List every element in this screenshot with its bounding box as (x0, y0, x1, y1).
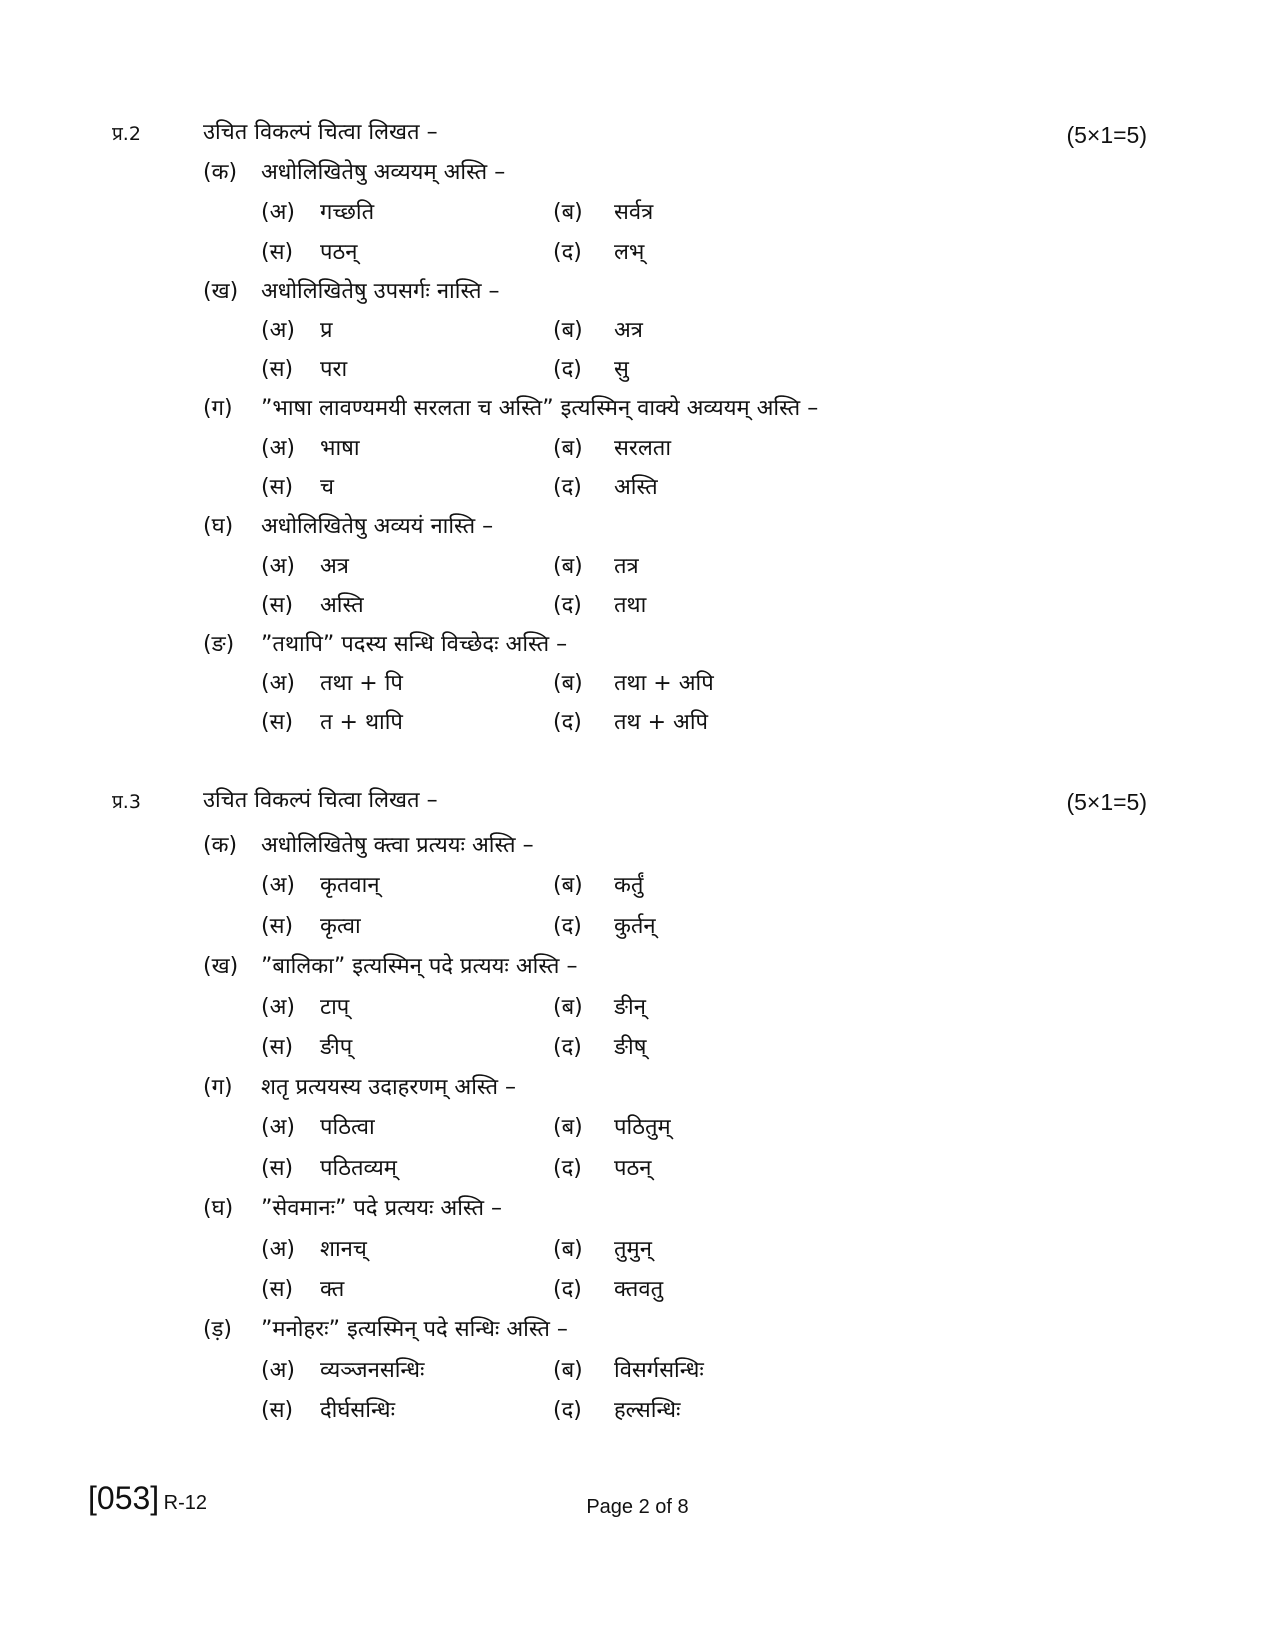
option-text: दीर्घसन्धिः (320, 1398, 396, 1423)
option-label: (द) (553, 1277, 582, 1302)
option-text: विसर्गसन्धिः (614, 1358, 704, 1383)
option-text: पठन् (320, 240, 358, 265)
option-label: (अ) (261, 436, 295, 461)
subquestion-text: अधोलिखितेषु उपसर्गः नास्ति – (261, 279, 500, 304)
option-label: (अ) (261, 1115, 295, 1140)
option-text: तथ + अपि (614, 710, 709, 735)
option-label: (अ) (261, 1237, 295, 1262)
subquestion-text: ”बालिका” इत्यस्मिन् पदे प्रत्ययः अस्ति – (261, 954, 578, 979)
option-text: सरलता (614, 436, 672, 461)
subquestion-label: (क) (203, 833, 238, 858)
option-text: तुमुन् (614, 1237, 652, 1262)
option-label: (ब) (553, 671, 583, 696)
option-text: त + थापि (320, 710, 403, 735)
option-text: ङीन् (614, 995, 646, 1020)
marks-label: (5×1=5) (1066, 122, 1147, 148)
option-text: शानच् (320, 1237, 367, 1262)
option-label: (स) (261, 240, 294, 265)
marks-label: (5×1=5) (1066, 789, 1147, 815)
option-text: कृत्वा (320, 914, 361, 939)
option-label: (ब) (553, 995, 583, 1020)
option-text: पठितुम् (614, 1115, 671, 1140)
paper-code-number: [053] (88, 1480, 160, 1516)
paper-series: R-12 (163, 1492, 207, 1514)
subquestion-label: (ग) (203, 396, 233, 421)
option-label: (ब) (553, 200, 583, 225)
option-label: (द) (553, 710, 582, 735)
option-text: सर्वत्र (614, 200, 654, 225)
option-label: (अ) (261, 873, 295, 898)
option-label: (द) (553, 357, 582, 382)
option-label: (द) (553, 1156, 582, 1181)
option-label: (स) (261, 1035, 294, 1060)
option-text: च (320, 475, 334, 500)
subquestion-label: (क) (203, 160, 238, 185)
subquestion-text: ”तथापि” पदस्य सन्धि विच्छेदः अस्ति – (261, 632, 568, 657)
option-text: कुर्तन् (614, 914, 656, 939)
subquestion-text: ”भाषा लावण्यमयी सरलता च अस्ति” इत्यस्मिन् वाक्ये अव्ययम् अस्ति – (261, 396, 819, 421)
option-text: तथा + अपि (614, 671, 714, 696)
option-label: (स) (261, 1156, 294, 1181)
option-label: (अ) (261, 200, 295, 225)
subquestion-text: ”मनोहरः” इत्यस्मिन् पदे सन्धिः अस्ति – (261, 1317, 568, 1342)
question-title: उचित विकल्पं चित्वा लिखत – (203, 788, 438, 813)
option-text: पठितव्यम् (320, 1156, 397, 1181)
option-text: व्यञ्जनसन्धिः (320, 1358, 425, 1383)
option-label: (ब) (553, 318, 583, 343)
option-label: (अ) (261, 995, 295, 1020)
option-text: लभ् (614, 240, 645, 265)
option-label: (अ) (261, 554, 295, 579)
option-label: (ब) (553, 554, 583, 579)
subquestion-label: (घ) (203, 514, 234, 539)
option-text: तथा + पि (320, 671, 403, 696)
option-text: कर्तुं (614, 873, 644, 898)
option-text: तथा (614, 593, 647, 618)
option-label: (स) (261, 1398, 294, 1423)
option-label: (द) (553, 1035, 582, 1060)
subquestion-text: शतृ प्रत्ययस्य उदाहरणम् अस्ति – (261, 1075, 516, 1100)
subquestion-text: अधोलिखितेषु अव्ययम् अस्ति – (261, 160, 506, 185)
option-text: पठित्वा (320, 1115, 375, 1140)
subquestion-label: (ङ) (203, 632, 235, 657)
option-label: (स) (261, 475, 294, 500)
option-label: (ब) (553, 1115, 583, 1140)
option-label: (ब) (553, 873, 583, 898)
option-text: भाषा (320, 436, 360, 461)
option-label: (ब) (553, 436, 583, 461)
subquestion-label: (ग) (203, 1075, 233, 1100)
option-label: (द) (553, 593, 582, 618)
option-label: (द) (553, 475, 582, 500)
option-text: कृतवान् (320, 873, 380, 898)
option-text: अत्र (614, 318, 643, 343)
option-text: प्र (320, 318, 333, 343)
option-label: (अ) (261, 1358, 295, 1383)
subquestion-label: (ड़) (203, 1317, 232, 1342)
option-label: (द) (553, 240, 582, 265)
question-number: प्र.2 (112, 123, 141, 145)
option-label: (अ) (261, 318, 295, 343)
option-text: टाप् (320, 995, 350, 1020)
option-text: सु (614, 357, 629, 382)
subquestion-label: (घ) (203, 1196, 234, 1221)
option-label: (अ) (261, 671, 295, 696)
option-label: (द) (553, 914, 582, 939)
question-number: प्र.3 (112, 791, 141, 813)
subquestion-text: अधोलिखितेषु अव्ययं नास्ति – (261, 514, 494, 539)
option-text: अत्र (320, 554, 349, 579)
option-text: अस्ति (614, 475, 658, 500)
option-label: (स) (261, 1277, 294, 1302)
option-text: गच्छति (320, 200, 375, 225)
option-text: हल्सन्धिः (614, 1398, 681, 1423)
question-title: उचित विकल्पं चित्वा लिखत – (203, 120, 438, 145)
option-label: (स) (261, 357, 294, 382)
option-label: (ब) (553, 1358, 583, 1383)
option-label: (द) (553, 1398, 582, 1423)
page-number: Page 2 of 8 (586, 1496, 689, 1518)
option-text: परा (320, 357, 348, 382)
option-label: (स) (261, 710, 294, 735)
option-text: तत्र (614, 554, 639, 579)
option-text: पठन् (614, 1156, 652, 1181)
option-text: ङीप् (320, 1035, 353, 1060)
option-label: (स) (261, 914, 294, 939)
subquestion-label: (ख) (203, 279, 239, 304)
option-text: क्तवतु (614, 1277, 664, 1302)
subquestion-text: अधोलिखितेषु क्त्वा प्रत्ययः अस्ति – (261, 833, 534, 858)
subquestion-label: (ख) (203, 954, 239, 979)
subquestion-text: ”सेवमानः” पदे प्रत्ययः अस्ति – (261, 1196, 503, 1221)
option-text: अस्ति (320, 593, 364, 618)
option-label: (स) (261, 593, 294, 618)
option-text: ङीष् (614, 1035, 647, 1060)
option-text: क्त (320, 1277, 345, 1302)
option-label: (ब) (553, 1237, 583, 1262)
